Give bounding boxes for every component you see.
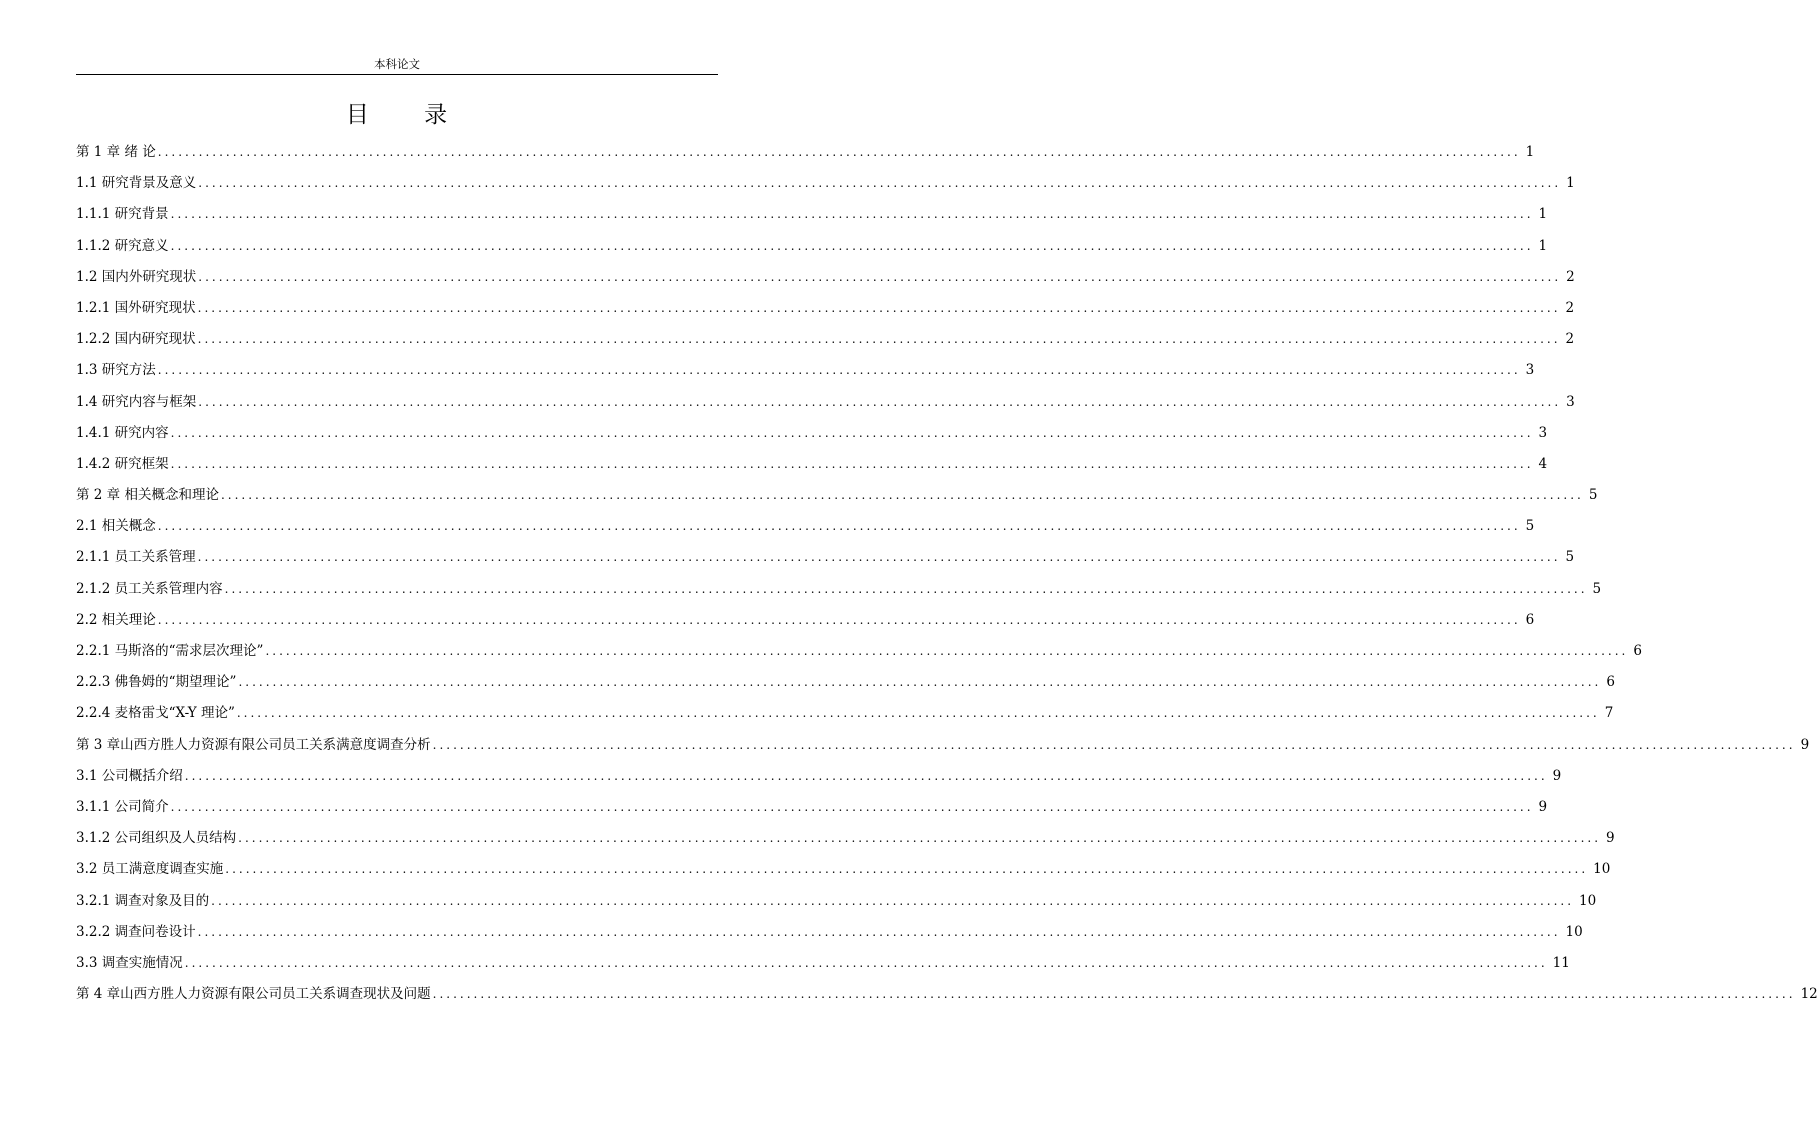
- toc-entry-page: 6: [1606, 674, 1615, 691]
- toc-entry[interactable]: [76, 358, 1535, 389]
- toc-entry[interactable]: [76, 234, 1548, 265]
- toc-entry-page: 11: [1552, 954, 1570, 971]
- toc-entry-label: 1.2.2 国内研究现状: [76, 331, 196, 348]
- toc-entry[interactable]: [76, 951, 1570, 982]
- toc-entry-page: 1: [1525, 144, 1535, 160]
- toc-entry-page: 7: [1604, 705, 1614, 722]
- toc-title: 目 录: [345, 102, 472, 128]
- toc-entry-label: 2.1 相关概念: [76, 518, 156, 535]
- toc-entry-page: 5: [1588, 487, 1598, 504]
- toc-entry-page: 9: [1552, 767, 1562, 784]
- toc-entry-page: 5: [1525, 518, 1535, 535]
- toc-entry[interactable]: [76, 577, 1602, 608]
- toc-entry[interactable]: [76, 857, 1611, 888]
- toc-entry-page: 1: [1566, 175, 1575, 192]
- toc-entry[interactable]: [76, 826, 1615, 857]
- toc-entry-page: 10: [1593, 861, 1611, 878]
- toc-dot-leader: ........................................................................................................................................................................................................: [170, 238, 1534, 253]
- toc-entry-page: 9: [1606, 830, 1615, 847]
- toc-entry[interactable]: [76, 171, 1575, 202]
- toc-entry[interactable]: [76, 639, 1642, 670]
- toc-entry-page: 1: [1538, 206, 1548, 223]
- toc-entry[interactable]: [76, 265, 1575, 296]
- toc-entry-label: 1.1.1 研究背景: [76, 206, 169, 223]
- toc-entry-label: 2.2.3 佛鲁姆的“期望理论”: [76, 674, 237, 691]
- toc-entry-page: 4: [1538, 455, 1548, 472]
- toc-entry[interactable]: [76, 608, 1535, 639]
- toc-dot-leader: ........................................................................................................................................................................................................: [197, 300, 1561, 315]
- toc-dot-leader: ........................................................................................................................................................................................................: [184, 955, 1548, 970]
- toc-entry[interactable]: [76, 920, 1583, 951]
- toc-entry-label: 2.1.2 员工关系管理内容: [76, 580, 223, 597]
- toc-entry[interactable]: [76, 545, 1575, 576]
- toc-entry[interactable]: [76, 514, 1535, 545]
- toc-dot-leader: ........................................................................................................................................................................................................: [157, 519, 1521, 534]
- toc-entry[interactable]: [76, 421, 1548, 452]
- toc-entry-page: 10: [1565, 923, 1583, 940]
- toc-entry[interactable]: [76, 733, 1810, 764]
- toc-dot-leader: ........................................................................................................................................................................................................: [224, 581, 1588, 596]
- toc-dot-leader: ........................................................................................................................................................................................................: [211, 893, 1575, 908]
- toc-entry-label: 1.2.1 国外研究现状: [76, 299, 196, 316]
- toc-entry-page: 2: [1565, 331, 1575, 348]
- toc-entry-page: 3: [1538, 424, 1548, 441]
- toc-entry-label: 1.4.1 研究内容: [76, 424, 169, 441]
- toc-entry-page: 12: [1800, 986, 1818, 1003]
- toc-dot-leader: ........................................................................................................................................................................................................: [157, 145, 1521, 159]
- toc-dot-leader: ........................................................................................................................................................................................................: [236, 706, 1600, 721]
- toc-entry-label: 1.1 研究背景及意义: [76, 175, 197, 192]
- toc-entry-label: 3.3 调查实施情况: [76, 954, 183, 971]
- header-text: 本科论文: [374, 57, 420, 71]
- toc-entry-page: 5: [1565, 549, 1575, 566]
- toc-entry-page: 6: [1525, 611, 1535, 628]
- toc-entry-page: 6: [1633, 643, 1642, 659]
- toc-entry-page: 3: [1525, 362, 1535, 379]
- toc-dot-leader: ........................................................................................................................................................................................................: [170, 207, 1534, 222]
- toc-entry[interactable]: [76, 327, 1575, 358]
- toc-entry-label: 1.4 研究内容与框架: [76, 393, 197, 410]
- toc-entry-label: 3.2.1 调查对象及目的: [76, 892, 210, 909]
- toc-entry-page: 5: [1592, 580, 1602, 597]
- toc-entry-page: 1: [1538, 237, 1548, 254]
- toc-entry-label: 3.2 员工满意度调查实施: [76, 861, 224, 878]
- toc-entry[interactable]: [76, 296, 1575, 327]
- toc-entry-label: 1.4.2 研究框架: [76, 455, 169, 472]
- toc-entry[interactable]: [76, 670, 1615, 701]
- toc-dot-leader: ........................................................................................................................................................................................................: [265, 644, 1629, 658]
- toc-dot-leader: ........................................................................................................................................................................................................: [198, 269, 1562, 284]
- toc-entry[interactable]: [76, 889, 1597, 920]
- toc-entry[interactable]: [76, 701, 1614, 732]
- toc-entry-page: 3: [1566, 393, 1575, 410]
- toc-dot-leader: ........................................................................................................................................................................................................: [238, 831, 1602, 846]
- toc-dot-leader: ........................................................................................................................................................................................................: [157, 612, 1521, 627]
- toc-entry-page: 9: [1800, 736, 1810, 753]
- toc-dot-leader: ........................................................................................................................................................................................................: [197, 924, 1561, 939]
- toc-entry-label: 第 3 章山西方胜人力资源有限公司员工关系满意度调查分析: [76, 736, 431, 753]
- toc-dot-leader: ........................................................................................................................................................................................................: [157, 363, 1521, 378]
- toc-dot-leader: ........................................................................................................................................................................................................: [197, 332, 1561, 347]
- toc-entry[interactable]: [76, 483, 1598, 514]
- toc-entry-label: 3.1 公司概括介绍: [76, 767, 183, 784]
- toc-entry-label: 第 1 章 绪 论: [76, 144, 156, 160]
- page-header: [76, 54, 718, 75]
- toc-entry[interactable]: [76, 390, 1575, 421]
- toc-entry-label: 第 2 章 相关概念和理论: [76, 487, 219, 504]
- toc-entry[interactable]: [76, 202, 1548, 233]
- toc-entry-label: 1.3 研究方法: [76, 362, 156, 379]
- toc-dot-leader: ........................................................................................................................................................................................................: [220, 488, 1584, 503]
- toc-dot-leader: ........................................................................................................................................................................................................: [432, 987, 1796, 1002]
- toc-entry-page: 2: [1565, 299, 1575, 316]
- toc-entry-page: 10: [1579, 892, 1597, 909]
- toc-dot-leader: ........................................................................................................................................................................................................: [198, 394, 1562, 409]
- toc-entry-page: 9: [1538, 798, 1548, 815]
- toc-dot-leader: ........................................................................................................................................................................................................: [170, 799, 1534, 814]
- toc-dot-leader: ........................................................................................................................................................................................................: [432, 737, 1796, 752]
- toc-entry-label: 1.1.2 研究意义: [76, 237, 169, 254]
- toc-dot-leader: ........................................................................................................................................................................................................: [238, 675, 1602, 690]
- toc-entry-label: 3.1.2 公司组织及人员结构: [76, 830, 237, 847]
- toc-entry[interactable]: [76, 795, 1548, 826]
- toc-dot-leader: ........................................................................................................................................................................................................: [225, 862, 1589, 877]
- toc-entry-label: 2.1.1 员工关系管理: [76, 549, 196, 566]
- toc-dot-leader: ........................................................................................................................................................................................................: [170, 456, 1534, 471]
- toc-dot-leader: ........................................................................................................................................................................................................: [198, 176, 1562, 191]
- toc-entry[interactable]: [76, 982, 1818, 1013]
- toc-entry-label: 2.2 相关理论: [76, 611, 156, 628]
- toc-entry-label: 1.2 国内外研究现状: [76, 268, 197, 285]
- toc-entry-label: 3.1.1 公司简介: [76, 798, 169, 815]
- toc-entry-label: 3.2.2 调查问卷设计: [76, 923, 196, 940]
- toc-entry-label: 2.2.1 马斯洛的“需求层次理论”: [76, 643, 264, 659]
- toc-dot-leader: ........................................................................................................................................................................................................: [184, 768, 1548, 783]
- toc-entry-label: 第 4 章山西方胜人力资源有限公司员工关系调查现状及问题: [76, 986, 431, 1003]
- toc-dot-leader: ........................................................................................................................................................................................................: [197, 550, 1561, 565]
- toc-list: [76, 140, 1818, 1013]
- toc-entry[interactable]: [76, 452, 1548, 483]
- toc-entry-label: 2.2.4 麦格雷戈“X-Y 理论”: [76, 705, 235, 722]
- toc-entry[interactable]: [76, 764, 1562, 795]
- toc-dot-leader: ........................................................................................................................................................................................................: [170, 425, 1534, 440]
- toc-entry[interactable]: [76, 140, 1535, 171]
- toc-entry-page: 2: [1566, 268, 1575, 285]
